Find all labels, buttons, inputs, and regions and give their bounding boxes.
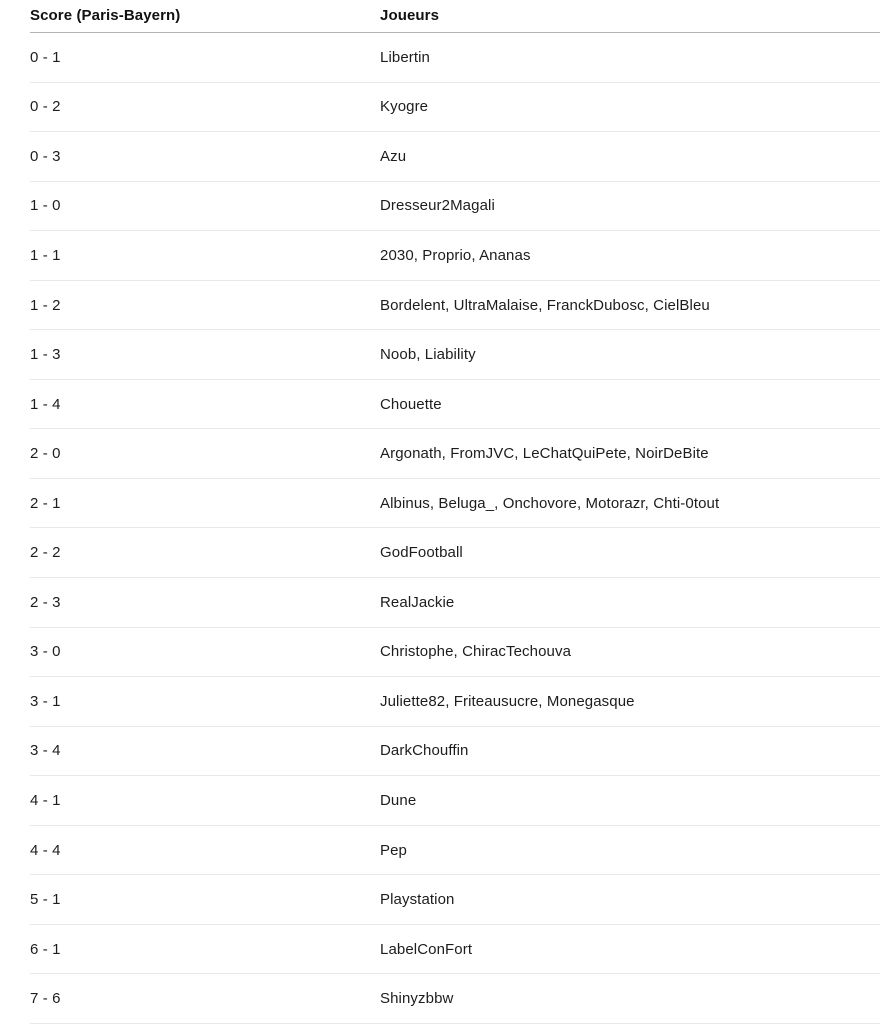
table-row	[30, 974, 880, 1024]
joueurs-cell: GodFootball	[380, 544, 463, 562]
joueurs-cell: Libertin	[380, 48, 430, 66]
score-cell: 1 - 3	[30, 346, 61, 364]
joueurs-cell: Azu	[380, 147, 407, 165]
column-header-joueurs: Joueurs	[380, 7, 440, 24]
table-header-row	[30, 0, 880, 33]
table-body	[0, 33, 880, 1024]
joueurs-cell: Dresseur2Magali	[380, 197, 495, 215]
joueurs-cell: Shinyzbbw	[380, 990, 454, 1008]
score-cell: 3 - 0	[30, 643, 61, 661]
score-cell: 2 - 1	[30, 494, 61, 512]
score-cell: 7 - 6	[30, 990, 61, 1008]
table-row	[30, 677, 880, 727]
joueurs-cell: Pep	[380, 841, 407, 859]
score-cell: 5 - 1	[30, 891, 61, 909]
score-cell: 2 - 2	[30, 544, 61, 562]
table-row	[30, 875, 880, 925]
score-cell: 1 - 0	[30, 197, 61, 215]
joueurs-cell: DarkChouffin	[380, 742, 469, 760]
joueurs-cell: Dune	[380, 791, 417, 809]
score-cell: 3 - 1	[30, 692, 61, 710]
table-row	[30, 429, 880, 479]
score-cell: 3 - 4	[30, 742, 61, 760]
table-row	[30, 776, 880, 826]
table-row	[30, 528, 880, 578]
table-row	[30, 33, 880, 83]
score-cell: 1 - 2	[30, 296, 61, 314]
joueurs-cell: LabelConFort	[380, 940, 473, 958]
table-row	[30, 281, 880, 331]
table-row	[30, 380, 880, 430]
table-row	[30, 83, 880, 133]
joueurs-cell: 2030, Proprio, Ananas	[380, 246, 531, 264]
score-cell: 0 - 1	[30, 48, 61, 66]
column-header-score: Score (Paris-Bayern)	[30, 7, 181, 24]
joueurs-cell: Argonath, FromJVC, LeChatQuiPete, NoirDeBite	[380, 445, 709, 463]
joueurs-cell: Chouette	[380, 395, 442, 413]
score-cell: 1 - 1	[30, 246, 61, 264]
table-row	[30, 479, 880, 529]
table-row	[30, 231, 880, 281]
table-row	[30, 330, 880, 380]
joueurs-cell: Playstation	[380, 891, 455, 909]
joueurs-cell: Bordelent, UltraMalaise, FranckDubosc, CielBleu	[380, 296, 710, 314]
joueurs-cell: RealJackie	[380, 593, 455, 611]
table-row	[30, 182, 880, 232]
joueurs-cell: Christophe, ChiracTechouva	[380, 643, 572, 661]
table-row	[30, 925, 880, 975]
joueurs-cell: Noob, Liability	[380, 346, 476, 364]
table-row	[30, 727, 880, 777]
score-cell: 4 - 4	[30, 841, 61, 859]
joueurs-cell: Juliette82, Friteausucre, Monegasque	[380, 692, 635, 710]
score-cell: 0 - 2	[30, 98, 61, 116]
table-row	[30, 628, 880, 678]
score-cell: 1 - 4	[30, 395, 61, 413]
score-cell: 2 - 0	[30, 445, 61, 463]
score-cell: 0 - 3	[30, 147, 61, 165]
table-row	[30, 826, 880, 876]
score-cell: 6 - 1	[30, 940, 61, 958]
joueurs-cell: Albinus, Beluga_, Onchovore, Motorazr, Chti-0tout	[380, 494, 720, 512]
table-row	[30, 578, 880, 628]
score-cell: 2 - 3	[30, 593, 61, 611]
joueurs-cell: Kyogre	[380, 98, 429, 116]
table-row	[30, 132, 880, 182]
score-cell: 4 - 1	[30, 791, 61, 809]
